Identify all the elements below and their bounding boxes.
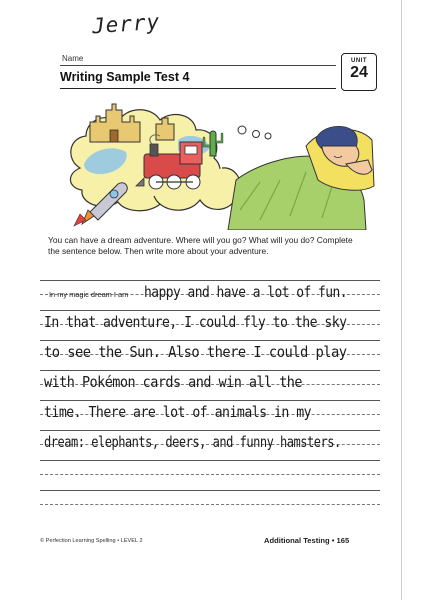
thought-bubble	[238, 126, 246, 134]
ruled-line	[40, 460, 380, 461]
handwritten-line: time. There are lot of animals in my	[44, 403, 312, 421]
instructions: You can have a dream adventure. Where will you go? What will you do? Complete the sentence below. Then write more about your adventure.	[48, 235, 353, 256]
handwritten-line: In that adventure, I could fly to the sky	[44, 313, 347, 331]
ruled-line	[40, 400, 380, 401]
title-rule	[60, 88, 336, 89]
handwritten-line: happy and have a lot of fun.	[144, 283, 348, 301]
dream-illustration	[60, 100, 375, 230]
ruled-line-dashed	[40, 474, 380, 475]
thought-bubble	[265, 133, 271, 139]
handwritten-line: to see the Sun. Also there I could play	[44, 343, 347, 361]
ruled-line-dashed	[40, 504, 380, 505]
ruled-line	[40, 490, 380, 491]
page-title: Writing Sample Test 4	[60, 70, 190, 84]
sentence-starter: In my magic dream I am	[49, 290, 129, 299]
ruled-line	[40, 310, 380, 311]
ruled-line	[40, 340, 380, 341]
name-label: Name	[62, 54, 84, 63]
copyright-footer: © Perfection Learning Spelling • LEVEL 2	[40, 538, 143, 544]
unit-badge	[341, 53, 377, 91]
student-name-handwritten: Jerry	[91, 9, 161, 39]
ruled-line	[40, 430, 380, 431]
handwritten-line: dream: elephants, deers, and funny hamsters.	[44, 433, 341, 451]
thought-bubble	[253, 131, 260, 138]
handwritten-line: with Pokémon cards and win all the	[44, 373, 302, 391]
ruled-line	[40, 280, 380, 281]
unit-label: UNIT	[351, 58, 367, 64]
ruled-line	[40, 370, 380, 371]
unit-number: 24	[350, 64, 368, 81]
page-edge	[401, 0, 402, 600]
page-footer: Additional Testing • 165	[264, 536, 350, 545]
name-line	[60, 65, 336, 66]
